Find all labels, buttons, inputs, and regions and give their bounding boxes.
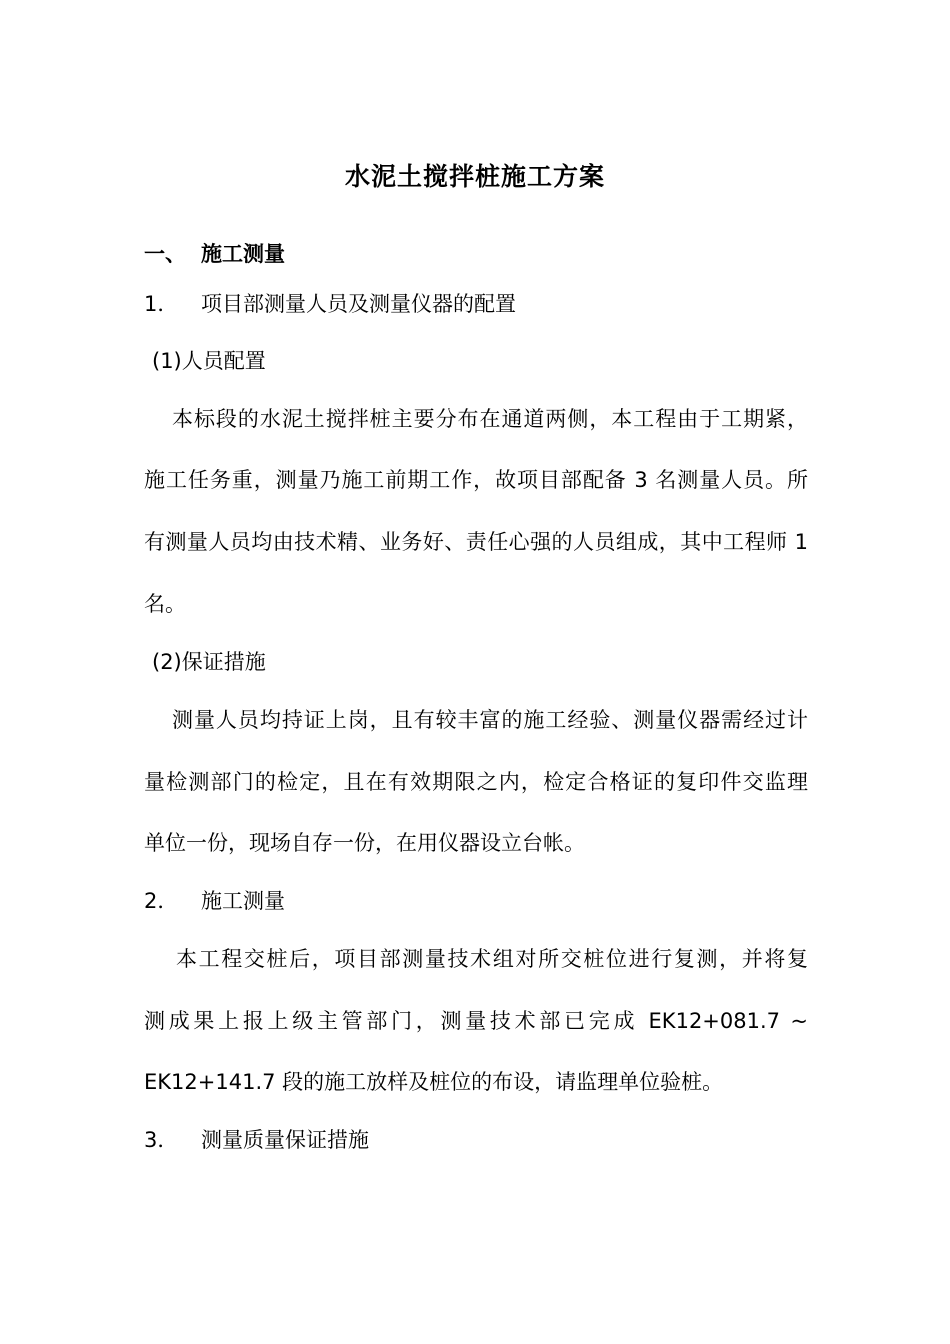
- item-number: 2．: [144, 889, 179, 913]
- paragraph-2-line-3: 单位一份，现场自存一份，在用仪器设立台帐。: [144, 831, 585, 855]
- item-title: 施工测量: [201, 889, 285, 913]
- paragraph-2-line-2: 量检测部门的检定，且在有效期限之内，检定合格证的复印件交监理: [144, 770, 808, 794]
- item-heading-2: [144, 888, 285, 914]
- section-title: 施工测量: [201, 242, 285, 266]
- item-heading-3: [144, 1127, 369, 1153]
- paragraph-1-line-3: 有测量人员均由技术精、业务好、责任心强的人员组成，其中工程师 1: [144, 530, 808, 554]
- subheading-personnel: (1)人员配置: [152, 349, 266, 373]
- item-title: 测量质量保证措施: [201, 1128, 369, 1152]
- paragraph-1-line-1: 本标段的水泥土搅拌桩主要分布在通道两侧，本工程由于工期紧，: [172, 407, 808, 431]
- item-number: 1．: [144, 292, 179, 316]
- section-heading-1: [144, 241, 285, 267]
- paragraph-1-line-4: 名。: [144, 592, 186, 616]
- item-title: 项目部测量人员及测量仪器的配置: [201, 292, 516, 316]
- paragraph-2-line-1: 测量人员均持证上岗，且有较丰富的施工经验、测量仪器需经过计: [172, 708, 808, 732]
- document-title: 水泥土搅拌桩施工方案: [344, 162, 605, 191]
- subheading-measures: (2)保证措施: [152, 650, 266, 674]
- section-number: 一、: [144, 242, 186, 266]
- item-heading-1: [144, 291, 516, 317]
- paragraph-3-line-3: EK12+141.7 段的施工放样及桩位的布设，请监理单位验桩。: [144, 1070, 724, 1094]
- paragraph-3-line-2: 测成果上报上级主管部门，测量技术部已完成 EK12+081.7 ~: [144, 1009, 808, 1033]
- paragraph-1-line-2: 施工任务重，测量乃施工前期工作，故项目部配备 3 名测量人员。所: [144, 468, 808, 492]
- paragraph-3-line-1: 本工程交桩后，项目部测量技术组对所交桩位进行复测，并将复: [176, 947, 808, 971]
- item-number: 3．: [144, 1128, 179, 1152]
